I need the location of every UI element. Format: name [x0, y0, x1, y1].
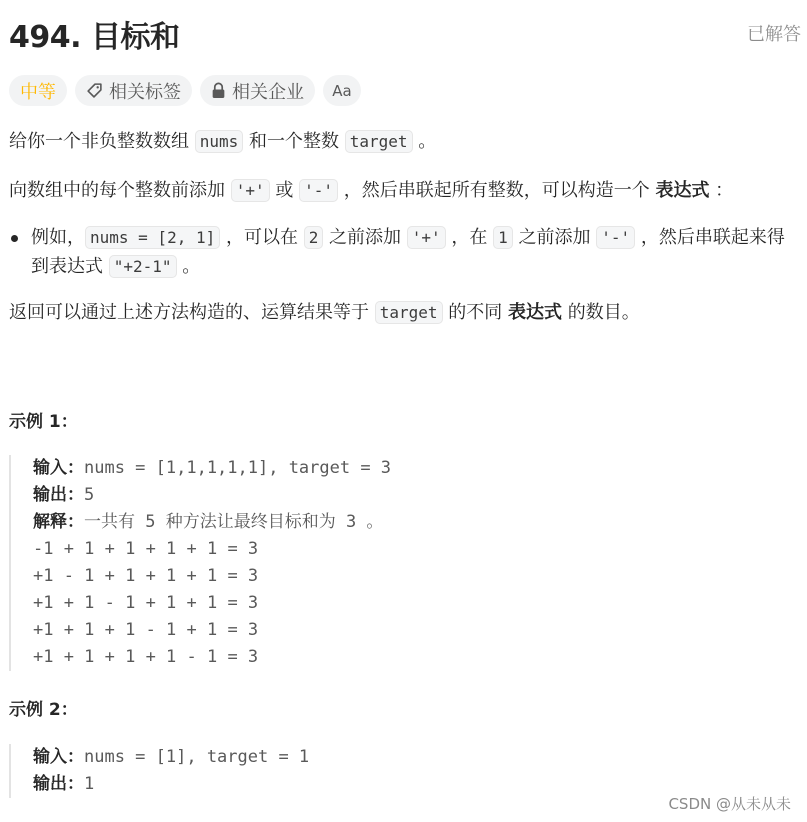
problem-description — [9, 127, 799, 328]
inline-code: 2 — [304, 226, 324, 249]
translate-icon: Aa — [332, 81, 352, 100]
watermark: CSDN @从未从未 — [668, 795, 791, 813]
text: ，可以在 — [220, 227, 304, 248]
text: 的数目。 — [561, 302, 640, 323]
expression-line: +1 - 1 + 1 + 1 + 1 = 3 — [33, 566, 259, 586]
inline-code: '+' — [407, 226, 446, 249]
text: 和一个整数 — [243, 131, 345, 152]
example-2-block — [9, 744, 309, 798]
text: ： — [709, 180, 734, 201]
input-value: nums = [1], target = 1 — [84, 747, 310, 767]
input-label: 输入： — [33, 747, 84, 767]
text: ，然后串联起所有整数，可以构造一个 — [338, 180, 656, 201]
inline-code: nums — [195, 130, 244, 153]
description-paragraph-1 — [9, 127, 799, 157]
inline-code: '-' — [299, 179, 338, 202]
inline-code: "+2-1" — [109, 255, 177, 278]
related-companies-label: 相关企业 — [232, 81, 304, 103]
text: 。 — [176, 256, 201, 277]
list-item — [9, 223, 799, 281]
example-list — [9, 223, 799, 281]
explanation-label: 解释： — [33, 512, 84, 532]
input-label: 输入： — [33, 458, 84, 478]
explanation-value: 一共有 5 种方法让最终目标和为 3 。 — [84, 512, 384, 532]
description-paragraph-3 — [9, 298, 799, 328]
expression-line: -1 + 1 + 1 + 1 + 1 = 3 — [33, 539, 259, 559]
bold-text: 表达式 — [507, 302, 562, 323]
tag-icon — [86, 82, 103, 99]
output-label: 输出： — [33, 774, 84, 794]
output-value: 1 — [84, 774, 95, 794]
output-value: 5 — [84, 485, 95, 505]
text: 或 — [269, 180, 300, 201]
text: 之前添加 — [512, 227, 597, 248]
bold-text: 表达式 — [655, 180, 710, 201]
inline-code: target — [375, 301, 443, 324]
expression-line: +1 + 1 + 1 + 1 - 1 = 3 — [33, 647, 259, 667]
text: 返回可以通过上述方法构造的、运算结果等于 — [9, 302, 375, 323]
example-input — [33, 744, 309, 771]
description-paragraph-2 — [9, 176, 799, 206]
example-2-title: 示例 2： — [9, 700, 78, 720]
example-input — [33, 455, 391, 482]
solved-status: 已解答 — [747, 24, 801, 45]
text: 例如， — [31, 227, 85, 248]
inline-code: '-' — [596, 226, 635, 249]
related-tags-button[interactable] — [75, 75, 192, 106]
expression-line: +1 + 1 + 1 - 1 + 1 = 3 — [33, 620, 259, 640]
example-output — [33, 482, 391, 509]
example-explanation — [33, 509, 391, 536]
related-tags-label: 相关标签 — [109, 81, 181, 103]
input-value: nums = [1,1,1,1,1], target = 3 — [84, 458, 392, 478]
output-label: 输出： — [33, 485, 84, 505]
inline-code: '+' — [231, 179, 270, 202]
example-1-block — [9, 455, 391, 671]
example-1-title: 示例 1： — [9, 412, 78, 432]
text: 向数组中的每个整数前添加 — [9, 180, 231, 201]
text: ，在 — [445, 227, 494, 248]
difficulty-badge: 中等 — [9, 75, 67, 106]
text: 之前添加 — [323, 227, 407, 248]
tag-bar — [9, 75, 361, 106]
text: 的不同 — [442, 302, 508, 323]
expression-line: +1 + 1 - 1 + 1 + 1 = 3 — [33, 593, 259, 613]
text: ，然后串联起来得到表达式 — [31, 227, 785, 277]
translate-button[interactable] — [323, 75, 361, 106]
inline-code: nums = [2, 1] — [85, 226, 220, 249]
related-companies-button[interactable] — [200, 75, 315, 106]
example-output — [33, 771, 309, 798]
inline-code: 1 — [493, 226, 513, 249]
text: 。 — [412, 131, 437, 152]
inline-code: target — [345, 130, 413, 153]
text: 给你一个非负整数数组 — [9, 131, 195, 152]
problem-title: 494. 目标和 — [9, 20, 180, 55]
lock-icon — [211, 82, 226, 99]
